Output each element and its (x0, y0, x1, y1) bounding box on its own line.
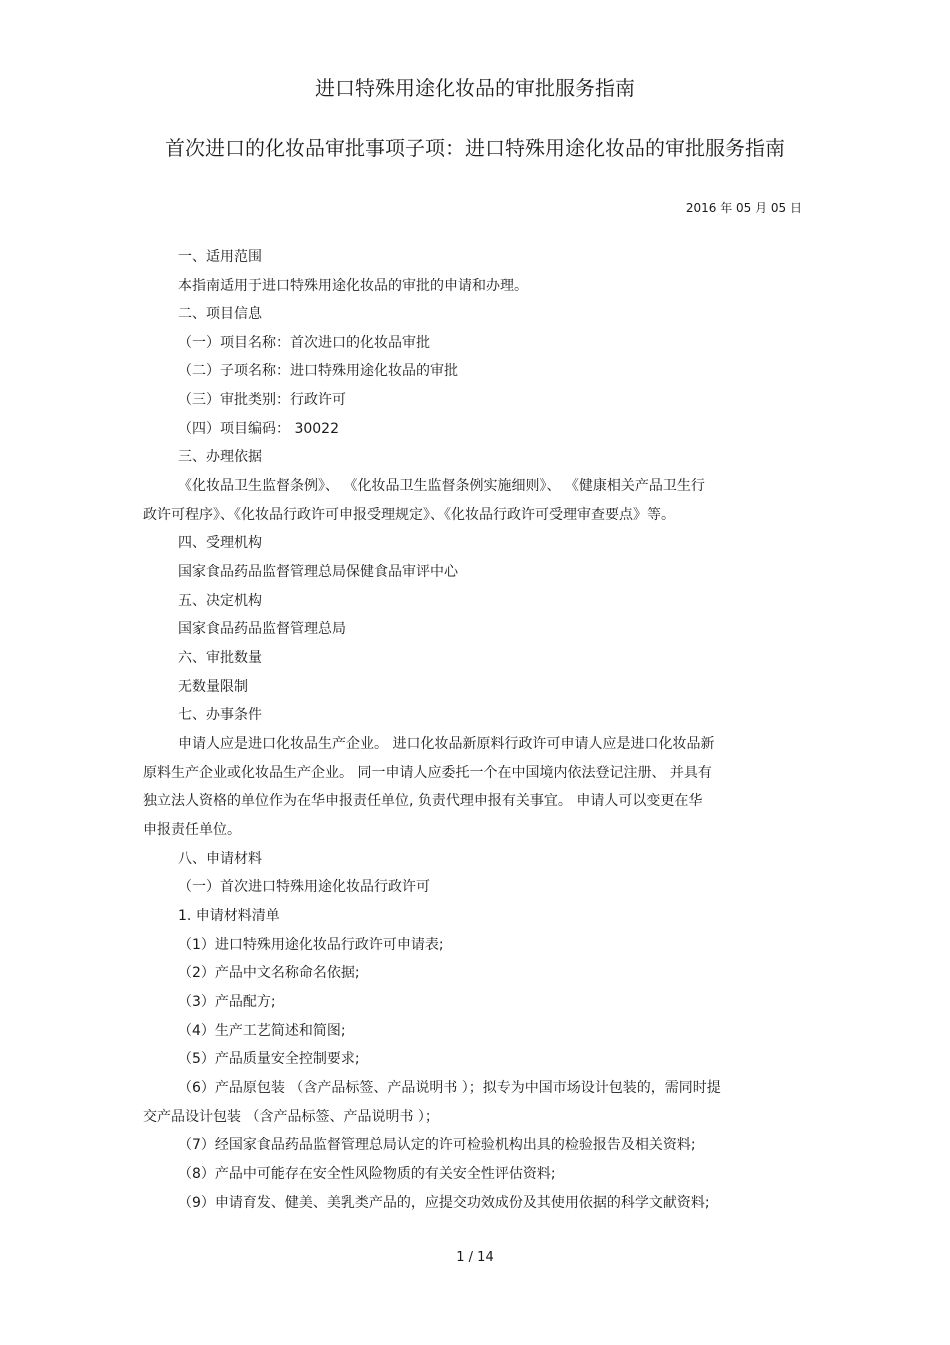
subsection-heading: 1. 申请材料清单 (178, 908, 280, 924)
list-item: （8）产品中可能存在安全性风险物质的有关安全性评估资料; (178, 1166, 556, 1182)
section-heading-quantity: 六、审批数量 (178, 650, 262, 666)
document-subtitle: 首次进口的化妆品审批事项子项：进口特殊用途化妆品的审批服务指南 (165, 136, 785, 160)
paragraph-line: 独立法人资格的单位作为在华申报责任单位, 负责代理申报有关事宜。 申请人可以变更在华 (143, 793, 703, 809)
paragraph-scope: 本指南适用于进口特殊用途化妆品的审批的申请和办理。 (178, 278, 528, 294)
paragraph-line: 申请人应是进口化妆品生产企业。 进口化妆品新原料行政许可申请人应是进口化妆品新 (178, 736, 715, 752)
section-heading-project-info: 二、项目信息 (178, 306, 262, 322)
list-item: （9）申请育发、健美、美乳类产品的，应提交功效成份及其使用依据的科学文献资料; (178, 1195, 710, 1211)
page-number: 1 / 14 (456, 1250, 494, 1265)
document-title: 进口特殊用途化妆品的审批服务指南 (315, 76, 635, 100)
paragraph-line: 政许可程序》、《化妆品行政许可申报受理规定》、《化妆品行政许可受理审查要点》等。 (143, 507, 675, 523)
paragraph-line: 无数量限制 (178, 679, 248, 695)
list-item: （一）项目名称：首次进口的化妆品审批 (178, 335, 430, 351)
list-item: （四）项目编码： 30022 (178, 421, 339, 437)
section-heading-materials: 八、申请材料 (178, 851, 262, 867)
list-item: （二）子项名称：进口特殊用途化妆品的审批 (178, 363, 458, 379)
section-heading-deciding-agency: 五、决定机构 (178, 593, 262, 609)
list-item: （7）经国家食品药品监督管理总局认定的许可检验机构出具的检验报告及相关资料; (178, 1137, 696, 1153)
section-heading-basis: 三、办理依据 (178, 449, 262, 465)
paragraph-line: 原料生产企业或化妆品生产企业。 同一申请人应委托一个在中国境内依法登记注册、 并具有 (143, 765, 712, 781)
list-item: （4）生产工艺简述和简图; (178, 1023, 346, 1039)
document-date: 2016 年 05 月 05 日 (685, 201, 802, 215)
paragraph-line: 申报责任单位。 (143, 822, 241, 838)
subsection-heading: （一）首次进口特殊用途化妆品行政许可 (178, 879, 430, 895)
paragraph-line: 国家食品药品监督管理总局 (178, 621, 346, 637)
list-item: （6）产品原包装 （含产品标签、产品说明书 ）；拟专为中国市场设计包装的，需同时提 (178, 1080, 721, 1096)
paragraph-line: 国家食品药品监督管理总局保健食品审评中心 (178, 564, 458, 580)
list-item: （三）审批类别：行政许可 (178, 392, 346, 408)
list-item: （1）进口特殊用途化妆品行政许可申请表; (178, 937, 444, 953)
list-item-continuation: 交产品设计包装 （含产品标签、产品说明书 ）； (143, 1109, 439, 1125)
list-item: （5）产品质量安全控制要求; (178, 1051, 360, 1067)
section-heading-conditions: 七、办事条件 (178, 707, 262, 723)
paragraph-line: 《化妆品卫生监督条例》、 《化妆品卫生监督条例实施细则》、 《健康相关产品卫生行 (178, 478, 705, 494)
list-item: （2）产品中文名称命名依据; (178, 965, 360, 981)
section-heading-accepting-agency: 四、受理机构 (178, 535, 262, 551)
section-heading-scope: 一、适用范围 (178, 249, 262, 265)
list-item: （3）产品配方; (178, 994, 276, 1010)
